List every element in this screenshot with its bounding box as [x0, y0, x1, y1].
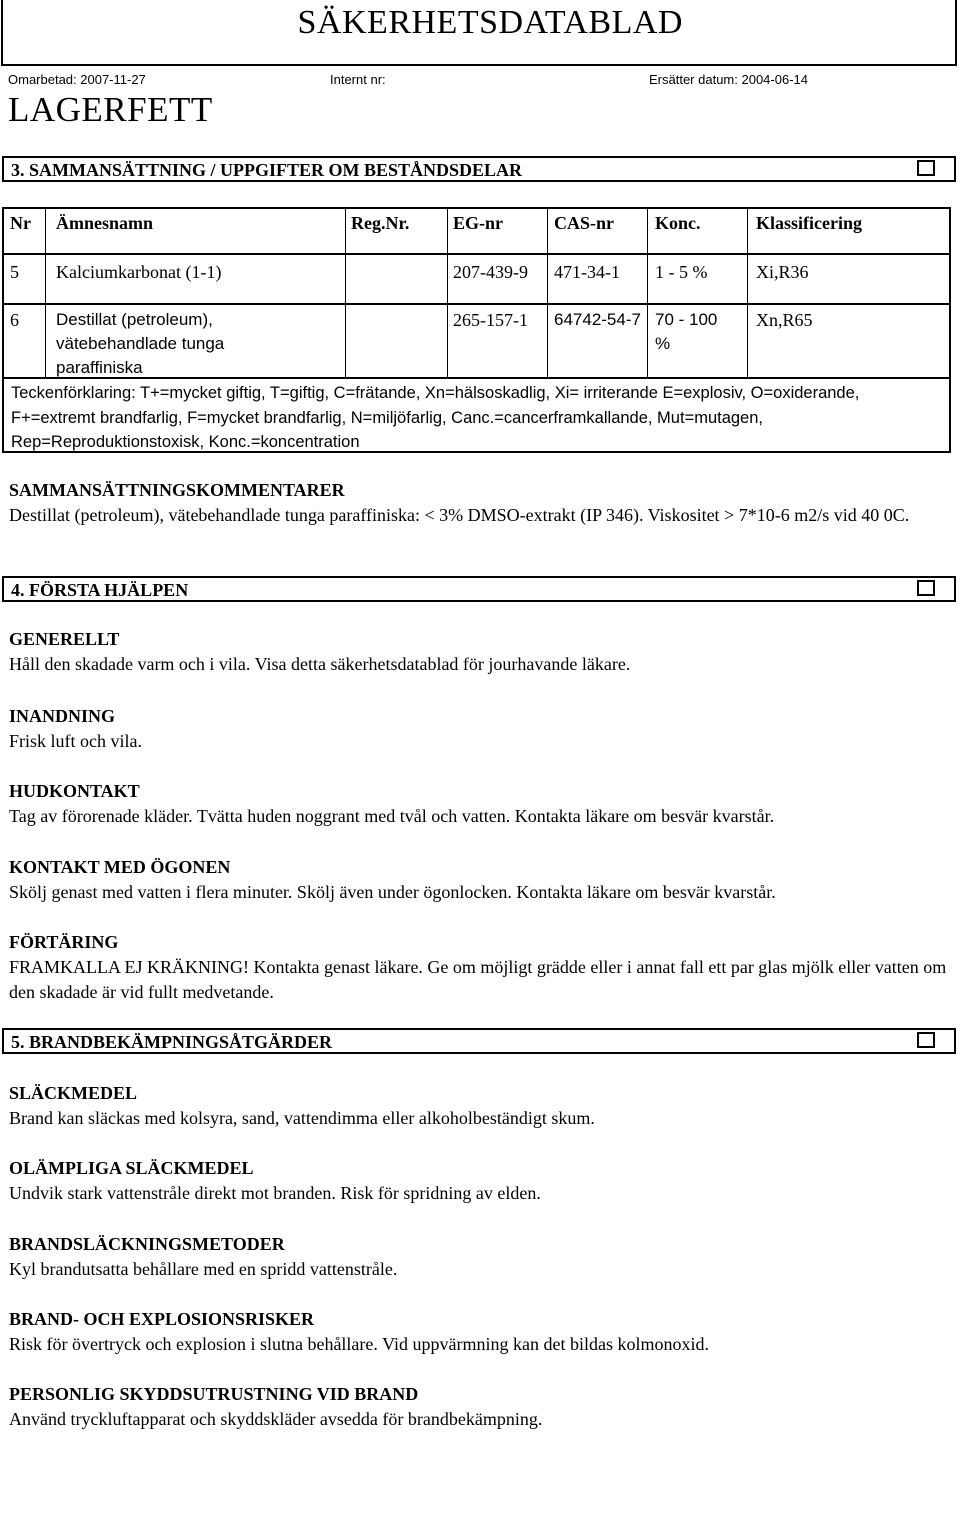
table-column-divider	[747, 209, 748, 377]
internal-number: Internt nr:	[330, 72, 386, 87]
section-5-header	[2, 1028, 956, 1054]
first-aid-eyes-heading: KONTAKT MED ÖGONEN	[9, 857, 231, 877]
revised-date: Omarbetad: 2007-11-27	[8, 72, 146, 87]
row1-cas: 471-34-1	[554, 262, 620, 282]
first-aid-general-heading: GENERELLT	[9, 629, 120, 649]
fire-explosion-risks-text: Risk för övertryck och explosion i slutna behållare. Vid uppvärmning kan det bildas kolmonoxid.	[9, 1334, 709, 1354]
col-header-nr: Nr	[10, 213, 31, 233]
protective-equipment-heading: PERSONLIG SKYDDSUTRUSTNING VID BRAND	[9, 1384, 419, 1404]
table-column-divider	[547, 209, 548, 377]
col-header-eg: EG-nr	[453, 213, 504, 233]
unsuitable-media-text: Undvik stark vattenstråle direkt mot branden. Risk för spridning av elden.	[9, 1183, 541, 1203]
composition-table	[2, 207, 951, 453]
section-3-header	[2, 156, 956, 182]
col-header-konc: Konc.	[655, 213, 701, 233]
col-header-klass: Klassificering	[756, 213, 862, 233]
col-header-name: Ämnesnamn	[56, 213, 154, 233]
protective-equipment-text: Använd tryckluftapparat och skyddskläder avsedda för brandbekämpning.	[9, 1409, 543, 1429]
section-3-checkbox[interactable]	[917, 160, 935, 176]
first-aid-inhalation-heading: INANDNING	[9, 706, 116, 726]
row2-eg: 265-157-1	[453, 310, 528, 330]
row1-name: Kalciumkarbonat (1-1)	[56, 262, 222, 282]
composition-comments-text: Destillat (petroleum), vätebehandlade tunga paraffiniska: < 3% DMSO-extrakt (IP 346). Viskositet > 7*10-6 m2/s vid 40 0C.	[9, 505, 910, 525]
row2-name: Destillat (petroleum), vätebehandlade tunga paraffiniska	[56, 310, 225, 377]
row2-klass: Xn,R65	[756, 310, 813, 330]
section-5-title: 5. BRANDBEKÄMPNINGSÅTGÄRDER	[11, 1032, 333, 1052]
section-4-title: 4. FÖRSTA HJÄLPEN	[11, 580, 189, 600]
extinguishing-media-text: Brand kan släckas med kolsyra, sand, vattendimma eller alkoholbeständigt skum.	[9, 1108, 595, 1128]
first-aid-ingestion-text: FRAMKALLA EJ KRÄKNING! Kontakta genast läkare. Ge om möjligt grädde eller i annat fall ett par glas mjölk eller vatten om den skadade är vid fullt medvetande.	[9, 957, 947, 1002]
section-4-checkbox[interactable]	[917, 580, 935, 596]
product-name: LAGERFETT	[8, 90, 213, 129]
first-aid-skin-heading: HUDKONTAKT	[9, 781, 140, 801]
row1-eg: 207-439-9	[453, 262, 528, 282]
unsuitable-media-heading: OLÄMPLIGA SLÄCKMEDEL	[9, 1158, 254, 1178]
table-column-divider	[45, 209, 46, 377]
col-header-cas: CAS-nr	[554, 213, 615, 233]
section-5-checkbox[interactable]	[917, 1032, 935, 1048]
fire-explosion-risks-heading: BRAND- OCH EXPLOSIONSRISKER	[9, 1309, 315, 1329]
firefighting-methods-heading: BRANDSLÄCKNINGSMETODER	[9, 1234, 285, 1254]
table-divider	[4, 253, 949, 255]
first-aid-ingestion-heading: FÖRTÄRING	[9, 932, 119, 952]
first-aid-inhalation-text: Frisk luft och vila.	[9, 731, 142, 751]
first-aid-general-text: Håll den skadade varm och i vila. Visa detta säkerhetsdatablad för jourhavande läkare.	[9, 654, 631, 674]
table-column-divider	[447, 209, 448, 377]
first-aid-eyes-text: Skölj genast med vatten i flera minuter. Skölj även under ögonlocken. Kontakta läkare om besvär kvarstår.	[9, 882, 776, 902]
table-divider	[4, 303, 949, 305]
header-box	[1, 0, 957, 66]
row2-nr: 6	[10, 310, 19, 330]
row1-klass: Xi,R36	[756, 262, 809, 282]
firefighting-methods-text: Kyl brandutsatta behållare med en spridd vattenstråle.	[9, 1259, 398, 1279]
section-4-header	[2, 576, 956, 602]
col-header-regnr: Reg.Nr.	[351, 213, 410, 233]
row1-konc: 1 - 5 %	[655, 262, 708, 282]
row2-konc: 70 - 100 %	[655, 310, 718, 353]
composition-comments-heading: SAMMANSÄTTNINGSKOMMENTARER	[9, 480, 345, 500]
first-aid-skin-text: Tag av förorenade kläder. Tvätta huden noggrant med tvål och vatten. Kontakta läkare om besvär kvarstår.	[9, 806, 775, 826]
table-legend: Teckenförklaring: T+=mycket giftig, T=giftig, C=frätande, Xn=hälsoskadlig, Xi= irriterande E=explosiv, O=oxiderande, F+=extremt brandfarlig, F=mycket brandfarlig, N=miljöfarlig, Canc.=cancerframkallande, Mut=mutagen, Rep=Reproduktionstoxisk, Konc.=koncentration	[11, 384, 860, 451]
row1-nr: 5	[10, 262, 19, 282]
table-column-divider	[345, 209, 346, 377]
extinguishing-media-heading: SLÄCKMEDEL	[9, 1083, 138, 1103]
document-title: SÄKERHETSDATABLAD	[297, 4, 683, 41]
table-column-divider	[647, 209, 648, 377]
row2-cas: 64742-54-7	[554, 310, 641, 329]
replaces-date: Ersätter datum: 2004-06-14	[649, 72, 808, 87]
section-3-title: 3. SAMMANSÄTTNING / UPPGIFTER OM BESTÅNDSDELAR	[11, 160, 523, 180]
